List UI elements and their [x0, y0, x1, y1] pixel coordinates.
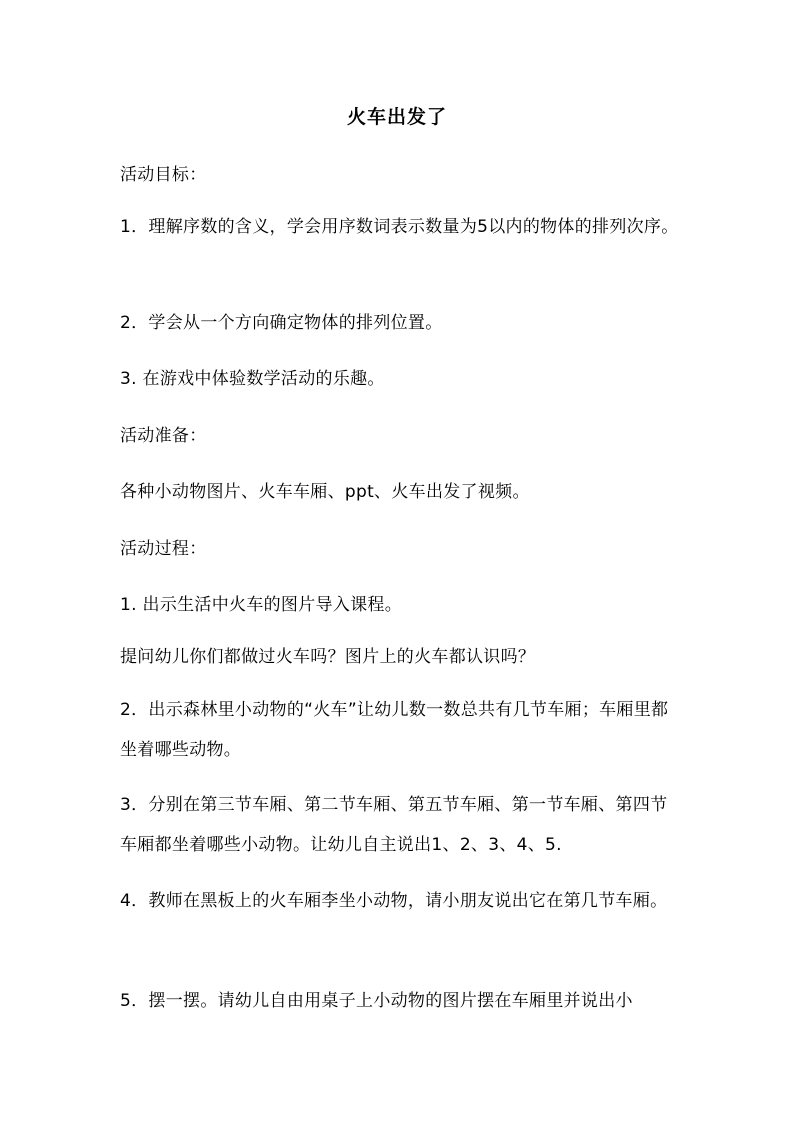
- process-step-5: 5．摆一摆。请幼儿自由用桌子上小动物的图片摆在车厢里并说出小: [120, 991, 633, 1011]
- process-step-1: 1. 出示生活中火车的图片导入课程。: [120, 595, 403, 615]
- document-title: 火车出发了: [346, 106, 447, 128]
- heading-activity-preparation: 活动准备：: [120, 426, 207, 446]
- goal-item-2: 2．学会从一个方向确定物体的排列位置。: [120, 313, 443, 333]
- heading-activity-process: 活动过程：: [120, 539, 207, 559]
- goal-item-3: 3. 在游戏中体验数学活动的乐趣。: [120, 369, 385, 389]
- heading-activity-goals: 活动目标：: [120, 165, 207, 185]
- preparation-text: 各种小动物图片、火车车厢、ppt、火车出发了视频。: [120, 482, 530, 502]
- process-step-4: 4．教师在黑板上的火车厢李坐小动物，请小朋友说出它在第几节车厢。: [120, 891, 668, 911]
- process-step-2: 2．出示森林里小动物的“火车”让幼儿数一数总共有几节车厢；车厢里都坐着哪些动物。: [120, 700, 669, 760]
- process-question: 提问幼儿你们都做过火车吗？图片上的火车都认识吗？: [120, 647, 536, 667]
- goal-item-1: 1．理解序数的含义，学会用序数词表示数量为5以内的物体的排列次序。: [120, 217, 679, 237]
- process-step-3: 3．分别在第三节车厢、第二节车厢、第五节车厢、第一节车厢、第四节车厢都坐着哪些小动物。让幼儿自主说出1、2、3、4、5.: [120, 795, 668, 855]
